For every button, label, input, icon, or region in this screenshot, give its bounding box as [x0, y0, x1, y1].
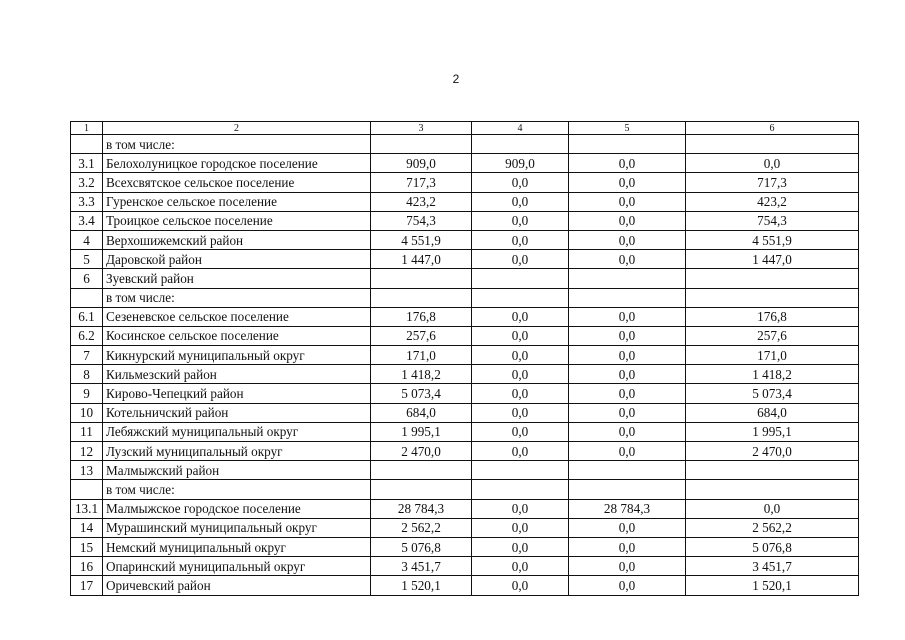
value-cell-col3: 909,0: [371, 154, 472, 173]
table-row: [71, 442, 859, 461]
territory-name-cell: Троицкое сельское поселение: [103, 211, 371, 230]
value-cell-col5: 0,0: [569, 154, 686, 173]
value-cell-col5: 0,0: [569, 346, 686, 365]
value-cell-col5: [569, 135, 686, 154]
territory-name-cell: Гуренское сельское поселение: [103, 192, 371, 211]
territory-name-cell: Кильмезский район: [103, 365, 371, 384]
row-number-cell: 9: [71, 384, 103, 403]
value-cell-col4: 0,0: [472, 365, 569, 384]
value-cell-col4: 0,0: [472, 499, 569, 518]
value-cell-col3: 1 418,2: [371, 365, 472, 384]
value-cell-col6: 2 470,0: [686, 442, 859, 461]
value-cell-col5: 0,0: [569, 384, 686, 403]
column-header: 6: [686, 122, 859, 135]
value-cell-col4: [472, 480, 569, 499]
value-cell-col4: [472, 288, 569, 307]
table-row: [71, 192, 859, 211]
value-cell-col4: 0,0: [472, 403, 569, 422]
value-cell-col5: 0,0: [569, 537, 686, 556]
value-cell-col5: 0,0: [569, 403, 686, 422]
territory-name-cell: Лузский муниципальный округ: [103, 442, 371, 461]
value-cell-col4: 0,0: [472, 384, 569, 403]
row-number-cell: 6.2: [71, 326, 103, 345]
value-cell-col5: [569, 269, 686, 288]
value-cell-col6: 754,3: [686, 211, 859, 230]
value-cell-col5: [569, 461, 686, 480]
territory-name-cell: Косинское сельское поселение: [103, 326, 371, 345]
value-cell-col5: 0,0: [569, 557, 686, 576]
value-cell-col3: 171,0: [371, 346, 472, 365]
value-cell-col4: 0,0: [472, 192, 569, 211]
column-header: 4: [472, 122, 569, 135]
row-number-cell: 3.2: [71, 173, 103, 192]
value-cell-col6: 5 073,4: [686, 384, 859, 403]
value-cell-col5: 0,0: [569, 211, 686, 230]
value-cell-col5: 0,0: [569, 518, 686, 537]
territory-name-cell: Верхошижемский район: [103, 230, 371, 249]
value-cell-col6: 1 520,1: [686, 576, 859, 595]
territory-name-cell: Котельничский район: [103, 403, 371, 422]
page-number: 2: [452, 72, 460, 86]
territory-name-cell: Белохолуницкое городское поселение: [103, 154, 371, 173]
value-cell-col4: [472, 461, 569, 480]
row-number-cell: 3.1: [71, 154, 103, 173]
value-cell-col3: 5 076,8: [371, 537, 472, 556]
table-row: [71, 307, 859, 326]
value-cell-col6: 1 995,1: [686, 422, 859, 441]
row-number-cell: 4: [71, 230, 103, 249]
value-cell-col6: 0,0: [686, 154, 859, 173]
value-cell-col6: [686, 135, 859, 154]
territory-name-cell: в том числе:: [103, 480, 371, 499]
value-cell-col6: 5 076,8: [686, 537, 859, 556]
value-cell-col5: 0,0: [569, 442, 686, 461]
value-cell-col6: 1 447,0: [686, 250, 859, 269]
value-cell-col3: 176,8: [371, 307, 472, 326]
value-cell-col3: 684,0: [371, 403, 472, 422]
value-cell-col6: 1 418,2: [686, 365, 859, 384]
table-row: [71, 403, 859, 422]
value-cell-col3: [371, 135, 472, 154]
row-number-cell: [71, 135, 103, 154]
row-number-cell: 6.1: [71, 307, 103, 326]
value-cell-col3: [371, 480, 472, 499]
value-cell-col5: 0,0: [569, 173, 686, 192]
value-cell-col6: 2 562,2: [686, 518, 859, 537]
table-row: [71, 173, 859, 192]
value-cell-col6: [686, 480, 859, 499]
table-row: [71, 384, 859, 403]
row-number-cell: 17: [71, 576, 103, 595]
column-header: 5: [569, 122, 686, 135]
row-number-cell: 3.4: [71, 211, 103, 230]
table-row: [71, 326, 859, 345]
row-number-cell: 10: [71, 403, 103, 422]
value-cell-col4: 0,0: [472, 230, 569, 249]
value-cell-col6: 257,6: [686, 326, 859, 345]
territory-name-cell: Мурашинский муниципальный округ: [103, 518, 371, 537]
territory-name-cell: Малмыжский район: [103, 461, 371, 480]
table-row: [71, 135, 859, 154]
row-number-cell: 3.3: [71, 192, 103, 211]
value-cell-col5: 0,0: [569, 365, 686, 384]
territory-name-cell: Малмыжское городское поселение: [103, 499, 371, 518]
row-number-cell: [71, 288, 103, 307]
value-cell-col3: 754,3: [371, 211, 472, 230]
territory-name-cell: в том числе:: [103, 288, 371, 307]
value-cell-col3: 2 470,0: [371, 442, 472, 461]
table-row: [71, 211, 859, 230]
table-row: [71, 154, 859, 173]
value-cell-col4: 909,0: [472, 154, 569, 173]
value-cell-col6: [686, 288, 859, 307]
column-header: 2: [103, 122, 371, 135]
value-cell-col3: 1 447,0: [371, 250, 472, 269]
value-cell-col4: 0,0: [472, 537, 569, 556]
data-table: [70, 121, 859, 596]
table-row: [71, 422, 859, 441]
table-row: [71, 499, 859, 518]
territory-name-cell: Лебяжский муниципальный округ: [103, 422, 371, 441]
value-cell-col4: 0,0: [472, 422, 569, 441]
value-cell-col6: 0,0: [686, 499, 859, 518]
value-cell-col5: 0,0: [569, 307, 686, 326]
table-row: [71, 557, 859, 576]
value-cell-col4: 0,0: [472, 326, 569, 345]
territory-name-cell: Немский муниципальный округ: [103, 537, 371, 556]
value-cell-col6: 684,0: [686, 403, 859, 422]
column-header: 3: [371, 122, 472, 135]
value-cell-col3: 257,6: [371, 326, 472, 345]
value-cell-col3: 4 551,9: [371, 230, 472, 249]
value-cell-col3: 5 073,4: [371, 384, 472, 403]
column-header: 1: [71, 122, 103, 135]
value-cell-col3: 3 451,7: [371, 557, 472, 576]
table-row: [71, 365, 859, 384]
row-number-cell: 14: [71, 518, 103, 537]
value-cell-col4: 0,0: [472, 518, 569, 537]
value-cell-col3: 1 995,1: [371, 422, 472, 441]
table-row: [71, 250, 859, 269]
row-number-cell: 12: [71, 442, 103, 461]
value-cell-col5: 0,0: [569, 192, 686, 211]
value-cell-col3: 2 562,2: [371, 518, 472, 537]
row-number-cell: 13: [71, 461, 103, 480]
value-cell-col4: 0,0: [472, 346, 569, 365]
value-cell-col3: [371, 288, 472, 307]
value-cell-col5: 28 784,3: [569, 499, 686, 518]
row-number-cell: 13.1: [71, 499, 103, 518]
value-cell-col5: 0,0: [569, 326, 686, 345]
value-cell-col4: 0,0: [472, 557, 569, 576]
value-cell-col4: 0,0: [472, 211, 569, 230]
table-row: [71, 576, 859, 595]
row-number-cell: [71, 480, 103, 499]
value-cell-col6: 3 451,7: [686, 557, 859, 576]
territory-name-cell: Оричевский район: [103, 576, 371, 595]
value-cell-col4: 0,0: [472, 173, 569, 192]
territory-name-cell: Сезеневское сельское поселение: [103, 307, 371, 326]
row-number-cell: 11: [71, 422, 103, 441]
value-cell-col5: 0,0: [569, 250, 686, 269]
territory-name-cell: в том числе:: [103, 135, 371, 154]
territory-name-cell: Даровской район: [103, 250, 371, 269]
value-cell-col6: 4 551,9: [686, 230, 859, 249]
value-cell-col6: [686, 269, 859, 288]
value-cell-col6: 176,8: [686, 307, 859, 326]
value-cell-col5: 0,0: [569, 230, 686, 249]
table-row: [71, 346, 859, 365]
value-cell-col6: 717,3: [686, 173, 859, 192]
territory-name-cell: Кикнурский муниципальный округ: [103, 346, 371, 365]
value-cell-col5: [569, 288, 686, 307]
row-number-cell: 8: [71, 365, 103, 384]
table-row: [71, 537, 859, 556]
row-number-cell: 7: [71, 346, 103, 365]
territory-name-cell: Зуевский район: [103, 269, 371, 288]
value-cell-col4: [472, 269, 569, 288]
value-cell-col5: 0,0: [569, 422, 686, 441]
territory-name-cell: Кирово-Чепецкий район: [103, 384, 371, 403]
table-row: [71, 269, 859, 288]
value-cell-col4: 0,0: [472, 307, 569, 326]
value-cell-col6: 423,2: [686, 192, 859, 211]
value-cell-col3: 423,2: [371, 192, 472, 211]
table-row: [71, 480, 859, 499]
value-cell-col4: 0,0: [472, 250, 569, 269]
value-cell-col3: 717,3: [371, 173, 472, 192]
value-cell-col3: [371, 269, 472, 288]
table-row: [71, 230, 859, 249]
value-cell-col3: 1 520,1: [371, 576, 472, 595]
value-cell-col5: 0,0: [569, 576, 686, 595]
table-row: [71, 518, 859, 537]
value-cell-col5: [569, 480, 686, 499]
value-cell-col3: [371, 461, 472, 480]
table-header-row: [71, 122, 859, 135]
value-cell-col6: 171,0: [686, 346, 859, 365]
table-row: [71, 461, 859, 480]
row-number-cell: 5: [71, 250, 103, 269]
value-cell-col3: 28 784,3: [371, 499, 472, 518]
row-number-cell: 16: [71, 557, 103, 576]
value-cell-col6: [686, 461, 859, 480]
value-cell-col4: 0,0: [472, 442, 569, 461]
table-row: [71, 288, 859, 307]
row-number-cell: 6: [71, 269, 103, 288]
value-cell-col4: [472, 135, 569, 154]
row-number-cell: 15: [71, 537, 103, 556]
value-cell-col4: 0,0: [472, 576, 569, 595]
territory-name-cell: Всехсвятское сельское поселение: [103, 173, 371, 192]
territory-name-cell: Опаринский муниципальный округ: [103, 557, 371, 576]
